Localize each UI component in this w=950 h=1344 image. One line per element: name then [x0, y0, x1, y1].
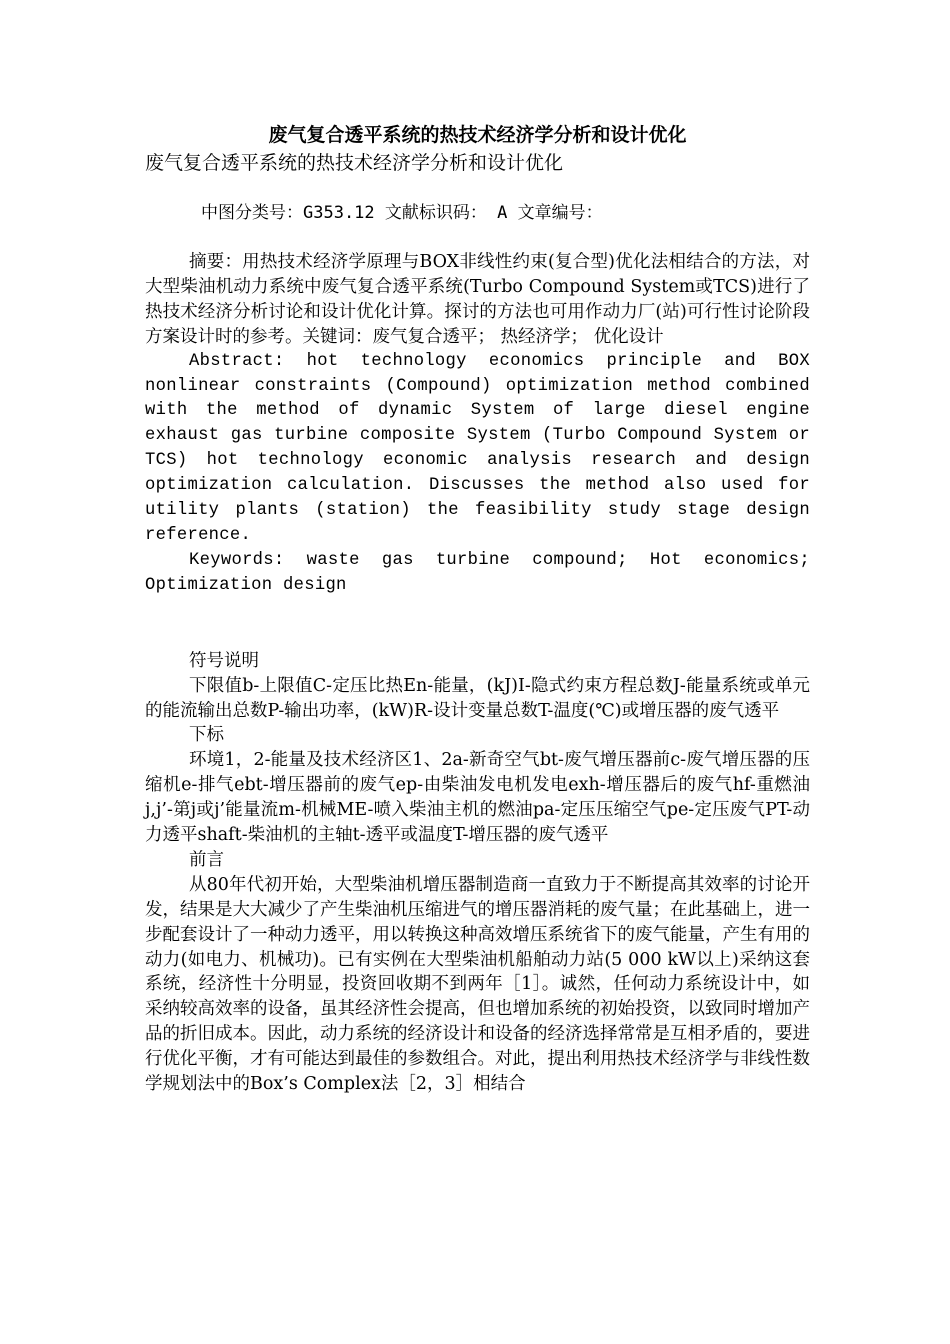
document-title: 废气复合透平系统的热技术经济学分析和设计优化 — [268, 124, 687, 146]
document-subtitle: 废气复合透平系统的热技术经济学分析和设计优化 — [145, 152, 564, 174]
preface-text: 从80年代初开始，大型柴油机增压器制造商一直致力于不断提高其效率的讨论开发，结果是大大减少了产生柴油机压缩进气的增压器消耗的废气量；在此基础上，进一步配套设计了一种动力透平，用以转换这种高效增压系统省下的废气能量，产生有用的动力(如电力、机械功)。已有实例在大型柴油机船舶动力站(5 000 kW以上)采纳这套系统，经济性十分明显，投资回收期不到两年［1］。诚然，任何动力系统设计中，如采纳较高效率的设备，虽其经济性会提高，但也增加系统的初始投资，以致同时增加产品的折旧成本。因此，动力系统的经济设计和设备的经济选择常常是互相矛盾的，要进行优化平衡，才有可能达到最佳的参数组合。对此，提出利用热技术经济学与非线性数学规划法中的Box’s Complex法［2，3］相结合 — [145, 874, 810, 1095]
preface-heading: 前言 — [189, 849, 224, 870]
abstract-cn: 摘要：用热技术经济学原理与BOX非线性约束(复合型)优化法相结合的方法，对大型柴油机动力系统中废气复合透平系统(Turbo Compound System或TCS)进行了热技术经济分析讨论和设计优化计算。探讨的方法也可用作动力厂(站)可行性讨论阶段方案设计时的参考。关键词：废气复合透平； 热经济学； 优化设计 — [145, 252, 810, 347]
abstract-en: Abstract: hot technology economics principle and BOX nonlinear constraints (Compound) optimization method combined with the method of dynamic System of large diesel engine exhaust gas turbine composite System (Turbo Compound System or TCS) hot technology economic analysis research and design optimization calculation. Discusses the method also used for utility plants (station) the feasibility study stage design reference. — [145, 351, 810, 545]
document-page — [145, 120, 810, 1097]
keywords-en: Keywords: waste gas turbine compound; Hot economics; Optimization design — [145, 550, 810, 595]
subscript-heading: 下标 — [189, 725, 224, 746]
classification-line: 中图分类号：G353.12 文献标识码： A 文章编号： — [201, 203, 603, 223]
symbols-text: 下限值b-上限值C-定压比热En-能量，(kJ)I-隐式约束方程总数J-能量系统或单元的能流输出总数P-输出功率，(kW)R-设计变量总数T-温度(℃)或增压器的废气透平 — [145, 675, 810, 721]
subscript-text: 环境1，2-能量及技术经济区1、2a-新奇空气bt-废气增压器前c-废气增压器的压缩机e-排气ebt-增压器前的废气ep-由柴油发电机发电exh-增压器后的废气hf-重燃油j,j’-第j或j’能量流m-机械ME-喷入柴油主机的燃油pa-定压压缩空气pe-定压废气PT-动力透平shaft-柴油机的主轴t-透平或温度T-增压器的废气透平 — [145, 750, 810, 846]
symbols-heading: 符号说明 — [189, 650, 259, 671]
section-gap — [145, 599, 810, 649]
